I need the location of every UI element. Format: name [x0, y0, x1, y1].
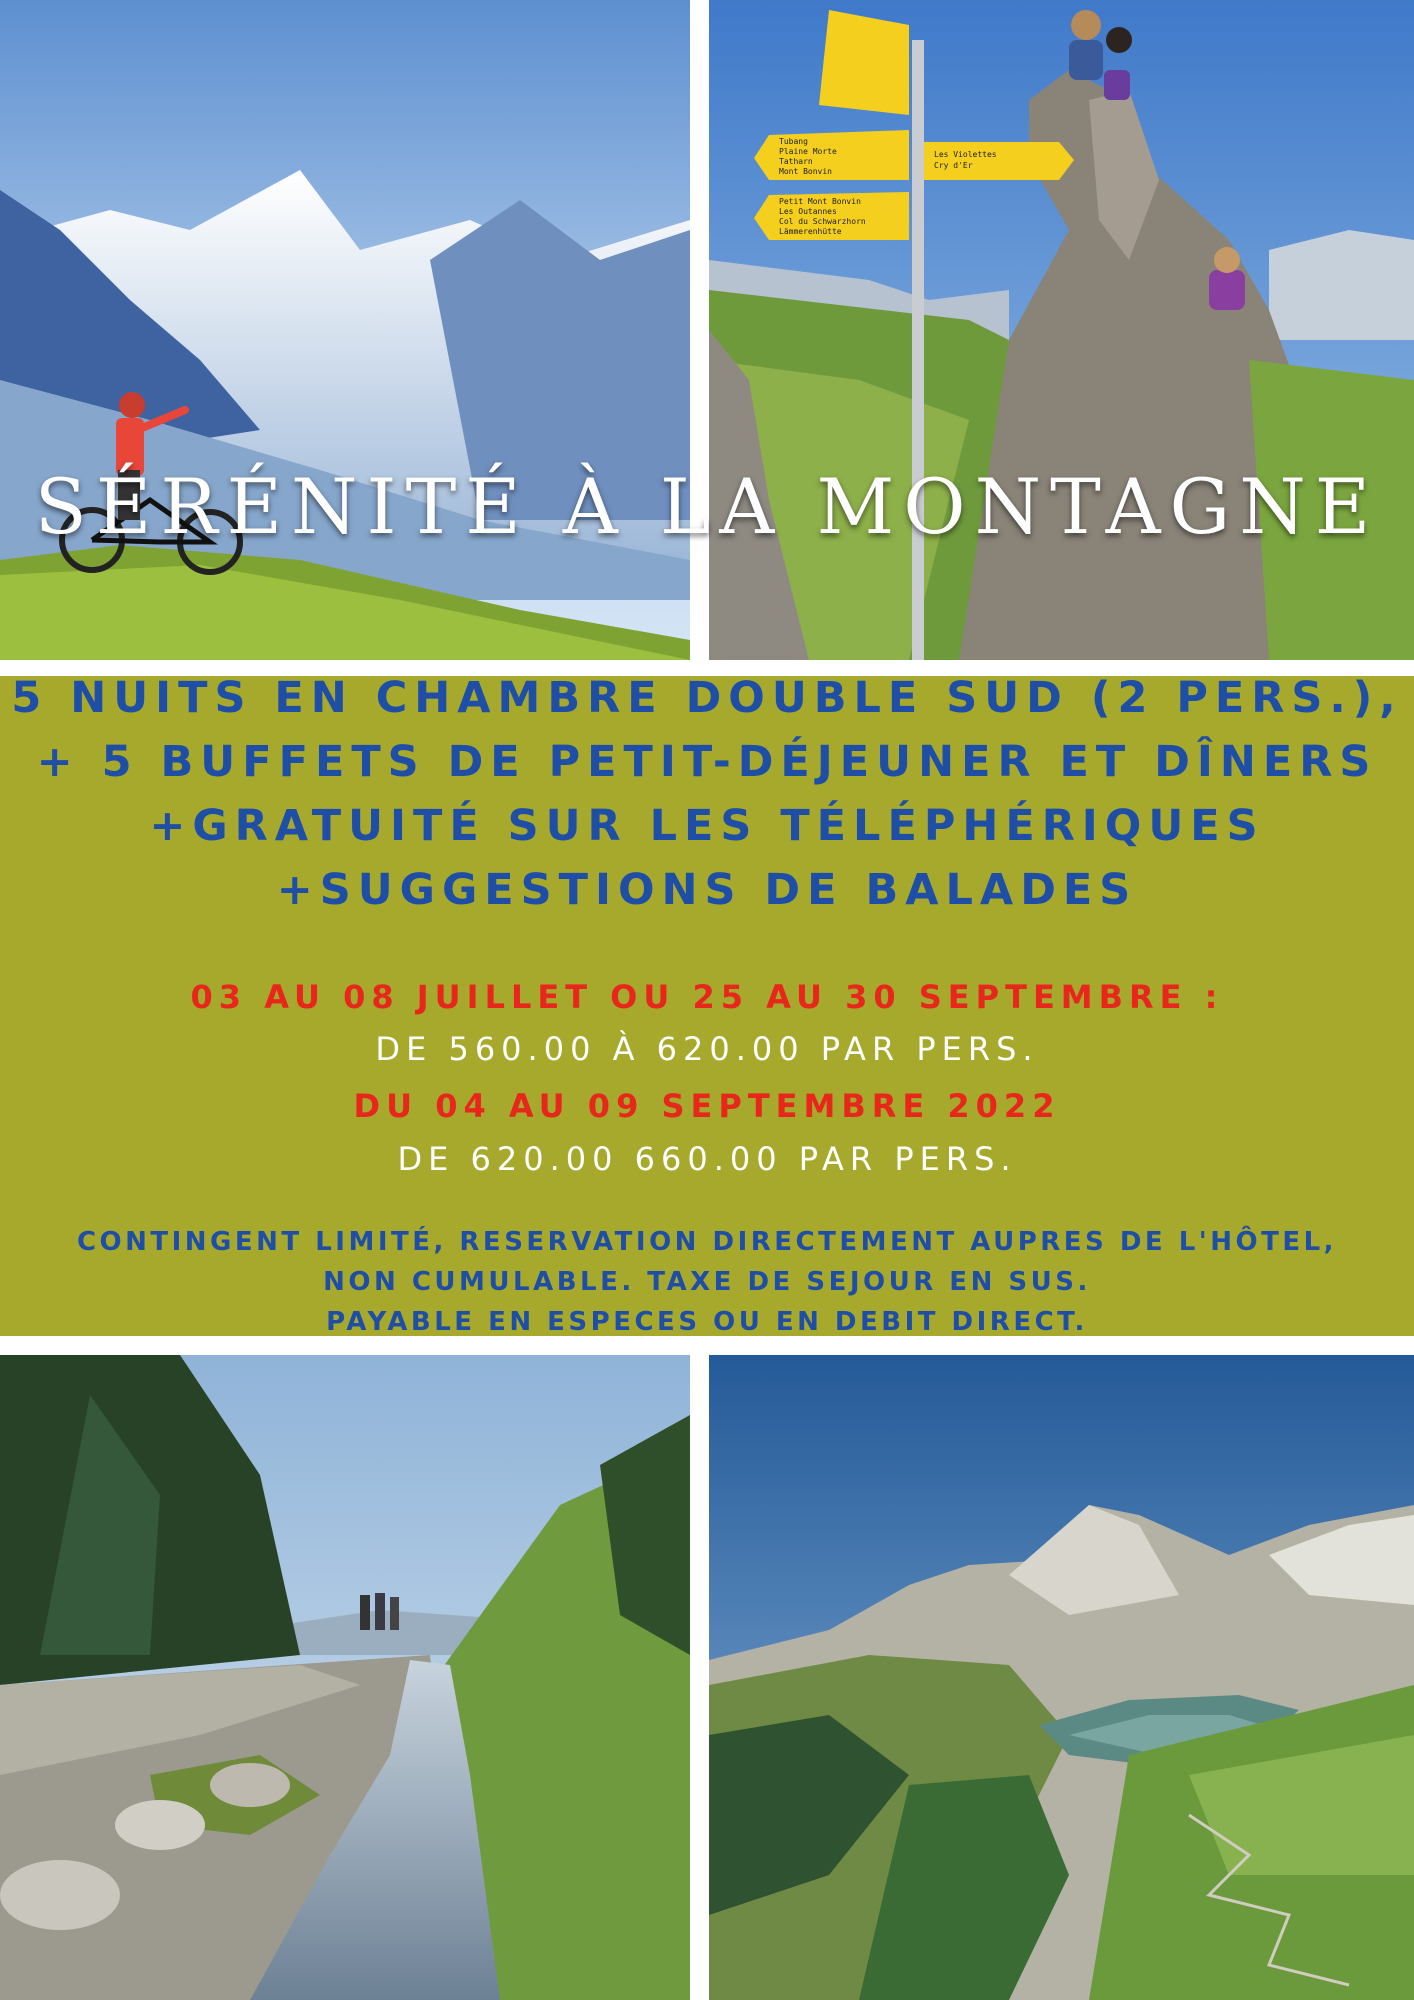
signpost-item: Tatharn	[779, 157, 813, 166]
offer-line: 5 NUITS EN CHAMBRE DOUBLE SUD (2 PERS.),	[11, 673, 1403, 723]
signpost-item: Les Outannes	[779, 207, 837, 216]
signpost-item: Cry d'Er	[934, 161, 973, 170]
photo-mountain-lake	[709, 1355, 1414, 2000]
conditions-line: NON CUMULABLE. TAXE DE SEJOUR EN SUS.	[323, 1267, 1091, 1297]
period-dates: DU 04 AU 09 SEPTEMBRE 2022	[353, 1087, 1061, 1125]
offer-line: +GRATUITÉ SUR LES TÉLÉPHÉRIQUES	[149, 801, 1265, 851]
offer-line: +SUGGESTIONS DE BALADES	[276, 865, 1138, 915]
signpost-item: Col du Schwarzhorn	[779, 217, 866, 226]
period-price: DE 620.00 660.00 PAR PERS.	[397, 1140, 1017, 1178]
conditions-line: PAYABLE EN ESPECES OU EN DEBIT DIRECT.	[326, 1307, 1088, 1337]
offer-line: + 5 BUFFETS DE PETIT-DÉJEUNER ET DÎNERS	[36, 737, 1378, 787]
period-price: DE 560.00 À 620.00 PAR PERS.	[375, 1030, 1039, 1068]
conditions-line: CONTINGENT LIMITÉ, RESERVATION DIRECTEMENT AUPRES DE L'HÔTEL,	[76, 1227, 1338, 1257]
signpost-item: Plaine Morte	[779, 147, 837, 156]
page-title: SÉRÉNITÉ À LA MONTAGNE	[34, 462, 1380, 551]
signpost-item: Les Violettes	[934, 150, 997, 159]
signpost-item: Mont Bonvin	[779, 167, 832, 176]
period-dates: 03 AU 08 JUILLET OU 25 AU 30 SEPTEMBRE :	[190, 978, 1224, 1016]
photo-hikers-signpost	[709, 0, 1414, 660]
photo-stream-walkers	[0, 1355, 690, 2000]
signpost-item: Lämmerenhütte	[779, 227, 842, 236]
signpost-item: Petit Mont Bonvin	[779, 197, 861, 206]
signpost-item: Tubang	[779, 137, 808, 146]
photo-mountain-biker	[0, 0, 690, 660]
